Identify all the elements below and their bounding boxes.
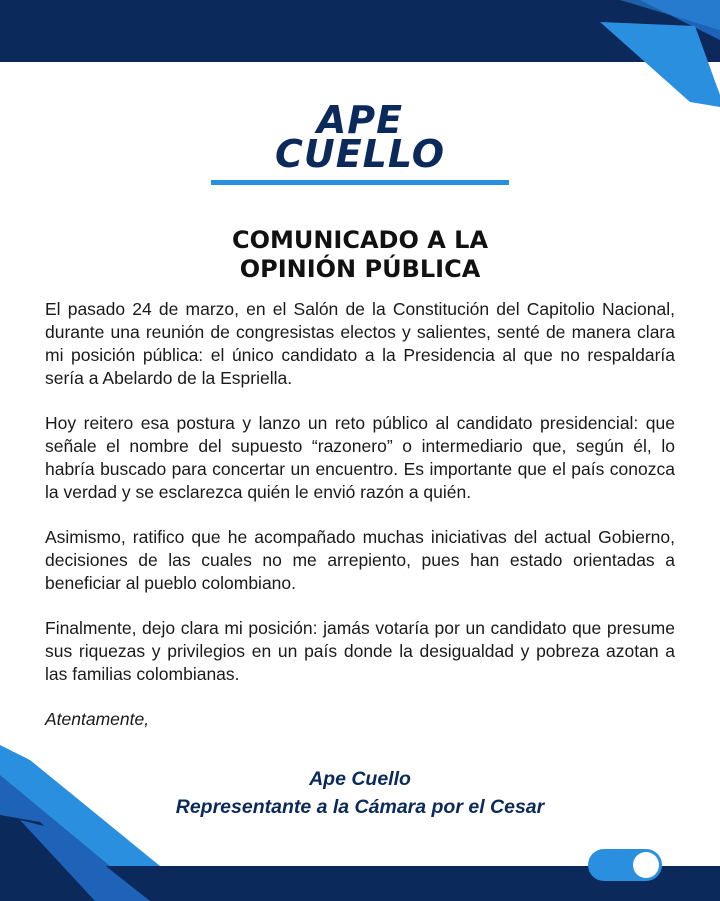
paragraph-3: Asimismo, ratifico que he acompañado muchas iniciativas del actual Gobierno, decisiones de las cuales no me arrepiento, pues han estado orientadas a beneficiar al pueblo colombiano.: [45, 527, 675, 593]
closing-salutation: Atentamente,: [45, 709, 150, 729]
logo-line-ape: APE: [316, 98, 404, 142]
page-title: [0, 226, 720, 284]
title-line-1: COMUNICADO A LA: [231, 226, 489, 254]
communique-body: [45, 298, 675, 731]
toggle-switch-icon[interactable]: [588, 849, 662, 881]
toggle-knob: [633, 852, 659, 878]
logo-underline: [211, 180, 509, 185]
paragraph-1: El pasado 24 de marzo, en el Salón de la Constitución del Capitolio Nacional, durante una reunión de congresistas electos y salientes, senté de manera clara mi posición pública: el único candidato a la Presidencia al que no respaldaría sería a Abelardo de la Espriella.: [45, 299, 675, 388]
signature-name: Ape Cuello: [309, 768, 411, 790]
logo-line-cuello: CUELLO: [274, 132, 446, 176]
signature-title: Representante a la Cámara por el Cesar: [175, 796, 545, 818]
top-band: [0, 0, 720, 62]
paragraph-4: Finalmente, dejo clara mi posición: jamás votaría por un candidato que presume sus riquezas y privilegios en un país donde la desigualdad y pobreza azotan a las familias colombianas.: [45, 618, 675, 684]
title-line-2: OPINIÓN PÚBLICA: [239, 255, 481, 283]
paragraph-2: Hoy reitero esa postura y lanzo un reto público al candidato presidencial: que señale el nombre del supuesto “razonero” o intermediario que, según él, lo habría buscado para concertar un encuentro. Es importante que el país conozca la verdad y se esclarezca quién le envió razón a quién.: [45, 413, 675, 502]
